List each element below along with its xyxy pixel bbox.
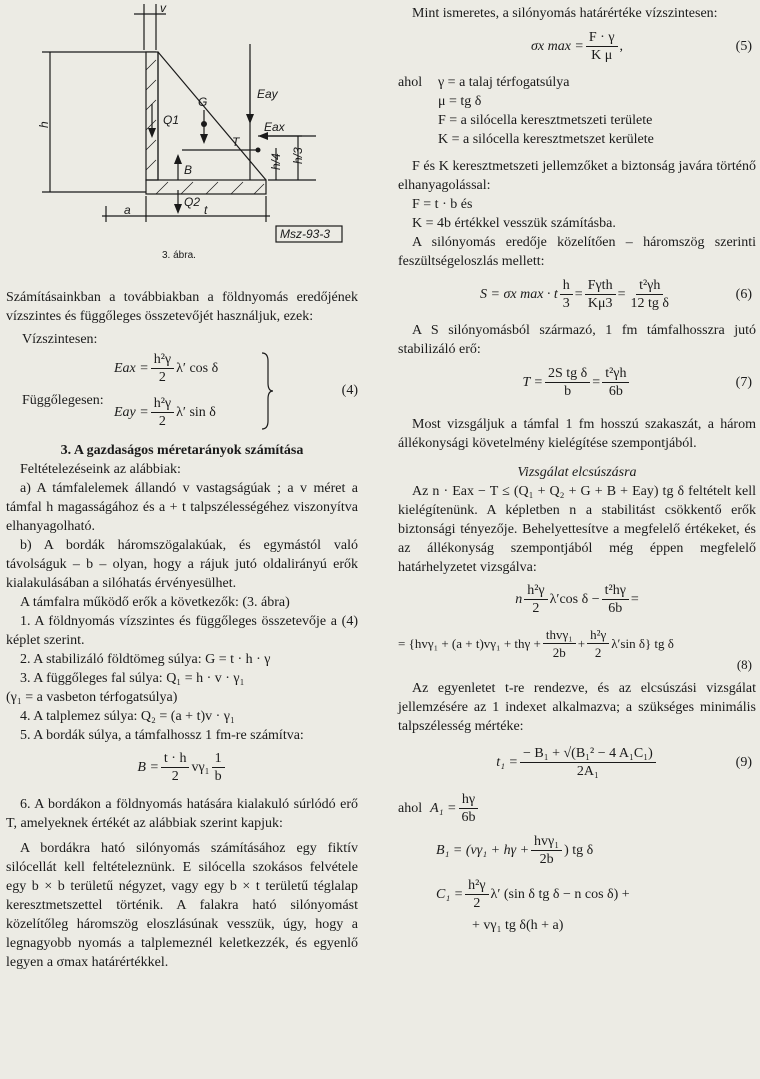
force-2: 2. A stabilizáló földtömeg súlya: G = t · h · γ bbox=[20, 652, 271, 667]
equation-4: Eax = $\frac{\text{h²γ}}{2}$ λ′ cos δ Függőlegesen: Eay = $\frac{\text{h²γ}}{2}$ λ′ sin δ (4) bbox=[22, 352, 358, 429]
equation-8-line-2: = {hvγ₁ + (a + t)vγ₁ + thγ + $\frac{\text{thvγ₁}}{2b}$ + $\frac{\text{h²γ}}{2}$ λ′sin δ} tg δ (8) bbox=[398, 626, 752, 672]
label-eay: Eay bbox=[257, 87, 278, 101]
force-3: 3. A függőleges fal súlya: Q₁ = h · v · γ₁ bbox=[20, 671, 245, 686]
right-column bbox=[398, 0, 756, 935]
force-5: 5. A bordák súlya, a támfalhossz 1 fm-re számítva: bbox=[20, 728, 304, 743]
equation-9: t₁ = $\frac{\text{− B₁ + √(B₁² − 4 A₁C₁)}}{\text{2A₁}}$ (9) bbox=[496, 745, 752, 779]
figure-caption: 3. ábra. bbox=[162, 250, 196, 261]
eq4-number: (4) bbox=[341, 383, 358, 398]
label-t: T bbox=[232, 135, 240, 149]
left-paragraph-1: Számításainkban a továbbiakban a földnyomás eredőjének vízszintes és függőleges összetevőjét használjuk, ezek: bbox=[6, 290, 358, 324]
equation-b1: B₁ = (vγ₁ + hγ + $\frac{\text{hvγ₁}}{2b}$ ) tg δ bbox=[436, 833, 594, 867]
equation-5: σx max = $\frac{F \cdot \gamma}{\text{K μ}}$ , (5) bbox=[530, 29, 752, 63]
label-h3: h/3 bbox=[291, 147, 305, 164]
forces-intro: A támfalra működő erők a következők: (3. ábra) bbox=[20, 595, 290, 610]
left-last-paragraph: A bordákra ható silónyomás számításához egy fiktív silócellát kell feltételeznünk. E silócella szokásos felvétele egy b × b területű négyzet, vagy egy b × t területű téglalap keresztmetszettel történik. A falakra ható silónyomást közelítőleg háromszög eloszlásúnak vesszük, úgy, hogy a legnagyobb nyomás a talplemeznél keletkezzék, és egyenlő legyen a σmax határértékkel. bbox=[6, 841, 358, 970]
section-heading: 3. A gazdaságos méretarányok számítása bbox=[60, 443, 304, 458]
label-fuggolegesen: Függőlegesen: bbox=[22, 393, 104, 408]
assumption-b: b) A bordák háromszögalakúak, és egymástól való távolságuk – b – olyan, hogy a rájuk jutó oldalirányú erők kialakulásában a silóhatás érvényesülhet. bbox=[6, 538, 358, 591]
definitions: ahol γ = a talaj térfogatsúlya μ = tg δ F = a silócella keresztmetszeti területe K = a silócella keresztmetszet kerülete bbox=[398, 73, 756, 149]
label-v: v bbox=[160, 1, 166, 15]
def-mu: μ = tg δ bbox=[438, 94, 482, 109]
right-paragraph-7: Az egyenletet t-re rendezve, és az elcsúszási vizsgálat jellemzésére az 1 indexet alkalmazva; a szükséges minimális talpszélesség mértéke: bbox=[398, 681, 756, 734]
assumptions-intro: Feltételezéseink az alábbiak: bbox=[20, 462, 181, 477]
def-gamma: γ = a talaj térfogatsúlya bbox=[438, 75, 570, 90]
equation-7: T = $\frac{\text{2S tg δ}}{b}$ = $\frac{\text{t²γh}}{6b}$ (7) bbox=[522, 365, 752, 399]
right-paragraph-3: A silónyomás eredője közelítően – háromszög szerinti feszültségeloszlás mellett: bbox=[398, 235, 756, 269]
brace bbox=[260, 351, 274, 431]
label-vizszintesen: Vízszintesen: bbox=[22, 332, 98, 347]
label-h4: h/4 bbox=[269, 153, 283, 170]
right-paragraph-6: Az n · Eax − T ≤ (Q₁ + Q₂ + G + B + Eay) tg δ feltételt kell kielégítenünk. A képletben n a stabilitást csökkentő erők biztonsági tényezője. Behelyettesítve a megfelelő értékeket, és az állékonyság szempontjából még éppen megfelelő határhelyzetet vizsgálva: bbox=[398, 484, 756, 575]
label-q1: Q1 bbox=[163, 113, 180, 127]
label-g: G bbox=[198, 95, 208, 109]
force-1: 1. A földnyomás vízszintes és függőleges összetevője a (4) képlet szerint. bbox=[6, 614, 358, 648]
equation-a1: ahol A₁ = $\frac{h\gamma}{6b}$ bbox=[398, 788, 756, 828]
assumption-a: a) A támfalelemek állandó v vastagságúak ; a v méret a támfal h magasságához és a + t talpszélességéhez viszonyítva elhanyagolható. bbox=[6, 481, 358, 534]
right-paragraph-2: F és K keresztmetszeti jellemzőket a biztonság javára történő elhanyagolással: bbox=[398, 159, 756, 193]
equation-c1-continued: + vγ₁ tg δ(h + a) bbox=[472, 918, 564, 933]
f-definition: F = t · b és bbox=[412, 197, 473, 212]
label-stamp: Msz-93-3 bbox=[280, 227, 331, 241]
k-definition: K = 4b értékkel vesszük számításba. bbox=[412, 216, 616, 231]
def-k: K = a silócella keresztmetszet kerülete bbox=[438, 132, 654, 147]
equation-8-line-1: n $\frac{\text{h²γ}}{2}$ λ′cos δ − $\frac{\text{t²hγ}}{6b}$ = bbox=[515, 582, 639, 616]
label-q2: Q2 bbox=[184, 195, 201, 209]
right-paragraph-5: Most vizsgáljuk a támfal 1 fm hosszú szakaszát, a három állékonysági követelmény kielégítése szempontjából. bbox=[398, 417, 756, 451]
force-4: 4. A talplemez súlya: Q₂ = (a + t)v · γ₁ bbox=[20, 709, 235, 724]
label-a: a bbox=[124, 203, 131, 217]
label-tt: t bbox=[204, 203, 208, 217]
equation-c1: C₁ = $\frac{\text{h²γ}}{2}$ λ′ (sin δ tg δ − n cos δ) + bbox=[436, 877, 630, 911]
force-6: 6. A bordákon a földnyomás hatására kialakuló súrlódó erő T, amelyeknek értékét az alábbiak szerint kapjuk: bbox=[6, 797, 358, 831]
right-paragraph-4: A S silónyomásból származó, 1 fm támfalhosszra jutó stabilizáló erő: bbox=[398, 323, 756, 357]
equation-b: B = $\frac{t \cdot h}{2}$ vγ₁ $\frac{1}{b}$ bbox=[6, 745, 358, 789]
label-eax: Eax bbox=[264, 120, 285, 134]
right-paragraph-1: Mint ismeretes, a silónyomás határértéke vízszintesen: bbox=[412, 6, 718, 21]
force-3-note: (γ₁ = a vasbeton térfogatsúlya) bbox=[6, 690, 178, 705]
equation-6: S = σx max · t $\frac{h}{3}$ = $\frac{\text{Fγth}}{K\mu 3}$ = $\frac{\text{t²γh}}{\text{12 tg δ}}$ (6) bbox=[480, 277, 752, 311]
def-f: F = a silócella keresztmetszeti területe bbox=[438, 113, 653, 128]
label-b: B bbox=[184, 163, 193, 177]
label-h: h bbox=[37, 121, 51, 128]
subheading-sliding: Vizsgálat elcsúszásra bbox=[517, 465, 637, 480]
figure-3-retaining-wall bbox=[6, 0, 358, 262]
